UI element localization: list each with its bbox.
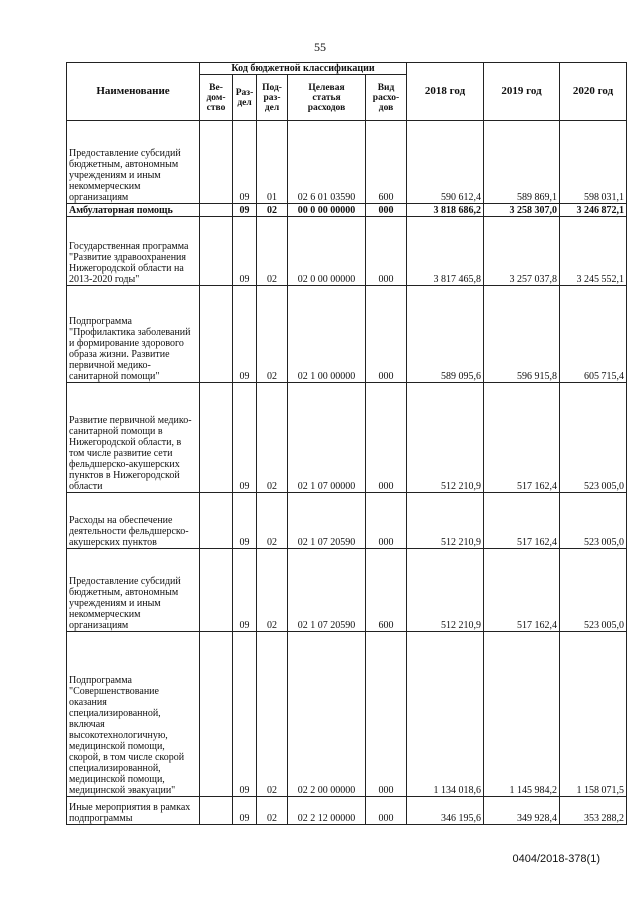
row-name: Государственная программа "Развитие здравоохранения Нижегородской области на 2013-2020 годы"	[67, 217, 200, 286]
budget-table	[66, 62, 627, 825]
row-2019: 517 162,4	[484, 383, 560, 493]
table-row	[67, 549, 627, 632]
row-ved	[200, 217, 233, 286]
row-podrazdel: 01	[257, 121, 288, 204]
row-podrazdel: 02	[257, 286, 288, 383]
row-ved	[200, 493, 233, 549]
row-celevaya: 02 1 07 20590	[288, 493, 366, 549]
table-row	[67, 217, 627, 286]
row-podrazdel: 02	[257, 797, 288, 825]
header-razdel: Раз- дел	[233, 75, 257, 121]
row-2018: 589 095,6	[407, 286, 484, 383]
row-name: Предоставление субсидий бюджетным, автономным учреждениям и иным некоммерческим организациям	[67, 549, 200, 632]
row-ved	[200, 797, 233, 825]
row-celevaya: 02 2 00 00000	[288, 632, 366, 797]
row-name: Развитие первичной медико-санитарной помощи в Нижегородской области, в том числе развитие сети фельдшерско-акушерских пунктов в Нижегородской области	[67, 383, 200, 493]
row-celevaya: 02 0 00 00000	[288, 217, 366, 286]
header-row-1	[67, 63, 627, 75]
row-2019: 3 258 307,0	[484, 204, 560, 217]
row-2018: 590 612,4	[407, 121, 484, 204]
row-ved	[200, 549, 233, 632]
row-podrazdel: 02	[257, 493, 288, 549]
row-2020: 353 288,2	[560, 797, 627, 825]
row-2018: 1 134 018,6	[407, 632, 484, 797]
row-razdel: 09	[233, 797, 257, 825]
row-podrazdel: 02	[257, 383, 288, 493]
table-row	[67, 204, 627, 217]
row-2020: 3 246 872,1	[560, 204, 627, 217]
header-name: Наименование	[67, 63, 200, 121]
table-row	[67, 493, 627, 549]
row-razdel: 09	[233, 549, 257, 632]
row-vid: 000	[366, 797, 407, 825]
row-vid: 000	[366, 217, 407, 286]
row-2019: 3 257 037,8	[484, 217, 560, 286]
row-2019: 517 162,4	[484, 493, 560, 549]
row-name: Амбулаторная помощь	[67, 204, 200, 217]
row-vid: 000	[366, 204, 407, 217]
page-number: 55	[314, 40, 326, 54]
row-razdel: 09	[233, 286, 257, 383]
row-2019: 1 145 984,2	[484, 632, 560, 797]
row-vid: 000	[366, 286, 407, 383]
document-code: 0404/2018-378(1)	[512, 853, 600, 865]
row-ved	[200, 383, 233, 493]
row-razdel: 09	[233, 383, 257, 493]
row-ved	[200, 204, 233, 217]
header-2020: 2020 год	[560, 63, 627, 121]
table-row	[67, 383, 627, 493]
row-podrazdel: 02	[257, 549, 288, 632]
row-name: Иные мероприятия в рамках подпрограммы	[67, 797, 200, 825]
row-2018: 512 210,9	[407, 493, 484, 549]
header-vid: Вид расхо- дов	[366, 75, 407, 121]
row-ved	[200, 632, 233, 797]
row-2020: 605 715,4	[560, 286, 627, 383]
row-podrazdel: 02	[257, 204, 288, 217]
row-2018: 512 210,9	[407, 549, 484, 632]
row-2019: 349 928,4	[484, 797, 560, 825]
row-celevaya: 02 1 07 00000	[288, 383, 366, 493]
row-celevaya: 00 0 00 00000	[288, 204, 366, 217]
row-razdel: 09	[233, 217, 257, 286]
row-2020: 523 005,0	[560, 493, 627, 549]
table-row	[67, 121, 627, 204]
row-celevaya: 02 6 01 03590	[288, 121, 366, 204]
row-name: Подпрограмма "Совершенствование оказания специализированной, включая высокотехнологичную, медицинской помощи, скорой, в том числе скорой специализированной, медицинской помощи, медицинской эвакуации"	[67, 632, 200, 797]
row-celevaya: 02 2 12 00000	[288, 797, 366, 825]
row-2020: 523 005,0	[560, 383, 627, 493]
header-2019: 2019 год	[484, 63, 560, 121]
row-vid: 600	[366, 121, 407, 204]
header-code-group: Код бюджетной классификации	[200, 63, 407, 75]
row-name: Предоставление субсидий бюджетным, автономным учреждениям и иным некоммерческим организациям	[67, 121, 200, 204]
table-row	[67, 286, 627, 383]
row-2018: 512 210,9	[407, 383, 484, 493]
row-podrazdel: 02	[257, 217, 288, 286]
row-vid: 000	[366, 632, 407, 797]
row-2019: 596 915,8	[484, 286, 560, 383]
row-2018: 346 195,6	[407, 797, 484, 825]
row-ved	[200, 121, 233, 204]
header-podrazdel: Под- раз- дел	[257, 75, 288, 121]
row-podrazdel: 02	[257, 632, 288, 797]
row-razdel: 09	[233, 632, 257, 797]
row-vid: 000	[366, 493, 407, 549]
row-2018: 3 818 686,2	[407, 204, 484, 217]
row-name: Подпрограмма "Профилактика заболеваний и формирование здорового образа жизни. Развитие первичной медико-санитарной помощи"	[67, 286, 200, 383]
row-2020: 598 031,1	[560, 121, 627, 204]
row-name: Расходы на обеспечение деятельности фельдшерско-акушерских пунктов	[67, 493, 200, 549]
row-celevaya: 02 1 07 20590	[288, 549, 366, 632]
row-2020: 1 158 071,5	[560, 632, 627, 797]
row-celevaya: 02 1 00 00000	[288, 286, 366, 383]
table-row	[67, 797, 627, 825]
row-razdel: 09	[233, 121, 257, 204]
row-2018: 3 817 465,8	[407, 217, 484, 286]
row-razdel: 09	[233, 204, 257, 217]
row-ved	[200, 286, 233, 383]
row-vid: 600	[366, 549, 407, 632]
row-vid: 000	[366, 383, 407, 493]
row-razdel: 09	[233, 493, 257, 549]
header-2018: 2018 год	[407, 63, 484, 121]
row-2019: 589 869,1	[484, 121, 560, 204]
table-row	[67, 632, 627, 797]
header-vedomstvo: Ве- дом- ство	[200, 75, 233, 121]
row-2019: 517 162,4	[484, 549, 560, 632]
row-2020: 523 005,0	[560, 549, 627, 632]
header-celevaya: Целевая статья расходов	[288, 75, 366, 121]
row-2020: 3 245 552,1	[560, 217, 627, 286]
